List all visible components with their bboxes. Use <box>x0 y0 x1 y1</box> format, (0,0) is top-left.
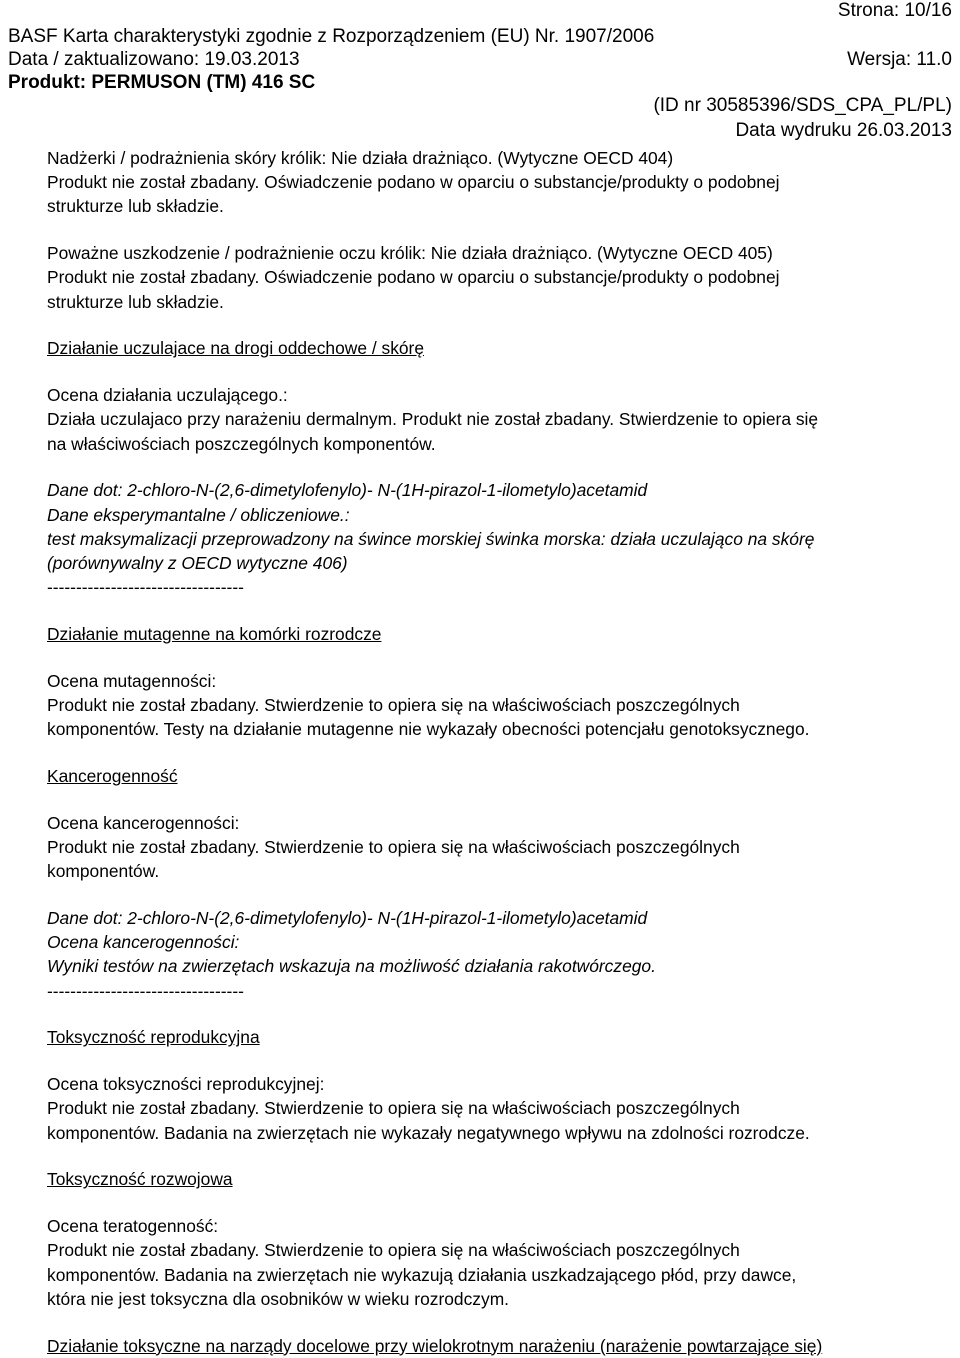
stot-repeated-heading: Działanie toksyczne na narządy docelowe przy wielokrotnym narażeniu (narażenie powtarzające się) <box>47 1335 823 1356</box>
separator-line: ---------------------------------- <box>47 980 244 1001</box>
developmental-toxicity-text-2: komponentów. Badania na zwierzętach nie wykazują działania uszkadzającego płód, przy dawce, <box>47 1264 797 1285</box>
sensitization-test-line-2: (porównywalny z OECD wytyczne 406) <box>47 553 348 574</box>
carcinogenicity-heading: Kancerogenność <box>47 766 178 787</box>
developmental-toxicity-heading: Toksyczność rozwojowa <box>47 1169 233 1190</box>
developmental-toxicity-label: Ocena teratogenność: <box>47 1216 219 1237</box>
doc-title: BASF Karta charakterystyki zgodnie z Rozporządzeniem (EU) Nr. 1907/2006 <box>8 26 655 47</box>
reproductive-toxicity-text-1: Produkt nie został zbadany. Stwierdzenie to opiera się na właściwościach poszczególnych <box>47 1098 740 1119</box>
carcinogenicity-label-2: Ocena kancerogenności: <box>47 932 240 953</box>
product-name: Produkt: PERMUSON (TM) 416 SC <box>8 72 316 93</box>
separator-line: ---------------------------------- <box>47 577 244 598</box>
reproductive-toxicity-text-2: komponentów. Badania na zwierzętach nie wykazały negatywnego wpływu na zdolności rozrodcze. <box>47 1122 810 1143</box>
page-number: Strona: 10/16 <box>837 0 952 21</box>
reproductive-toxicity-heading: Toksyczność reprodukcyjna <box>47 1027 260 1048</box>
updated-date: Data / zaktualizowano: 19.03.2013 <box>8 49 300 70</box>
print-date: Data wydruku 26.03.2013 <box>735 120 952 141</box>
sensitization-data-source: Dane dot: 2-chloro-N-(2,6-dimetylofenylo)- N-(1H-pirazol-1-ilometylo)acetamid <box>47 480 648 501</box>
sensitization-label: Ocena działania uczulającego.: <box>47 385 288 406</box>
sensitization-heading: Działanie uczulajace na drogi oddechowe / skórę <box>47 338 425 359</box>
developmental-toxicity-text-1: Produkt nie został zbadany. Stwierdzenie to opiera się na właściwościach poszczególnych <box>47 1240 740 1261</box>
skin-irritation-line-1: Nadżerki / podrażnienia skóry królik: Nie działa drażniąco. (Wytyczne OECD 404) <box>47 148 674 168</box>
document-body <box>47 146 952 1358</box>
skin-irritation-line-3: strukturze lub składzie. <box>47 196 224 217</box>
eye-damage-line-3: strukturze lub składzie. <box>47 291 224 312</box>
version: Wersja: 11.0 <box>847 49 952 70</box>
mutagenic-heading: Działanie mutagenne na komórki rozrodcze <box>47 624 382 645</box>
sensitization-text-2: na właściwościach poszczególnych komponentów. <box>47 433 436 454</box>
eye-damage-line-2: Produkt nie został zbadany. Oświadczenie podano w oparciu o substancje/produkty o podobnej <box>47 267 780 288</box>
sensitization-data-type: Dane eksperymantalne / obliczeniowe.: <box>47 504 350 525</box>
skin-irritation-line-2: Produkt nie został zbadany. Oświadczenie podano w oparciu o substancje/produkty o podobnej <box>47 172 780 193</box>
mutagenic-label: Ocena mutagenności: <box>47 670 217 691</box>
mutagenic-text-2: komponentów. Testy na działanie mutagenne nie wykazały obecności potencjału genotoksycznego. <box>47 719 810 740</box>
sensitization-text-1: Działa uczulajaco przy narażeniu dermalnym. Produkt nie został zbadany. Stwierdzenie to opiera się <box>47 409 819 430</box>
carcinogenicity-text-1: Produkt nie został zbadany. Stwierdzenie to opiera się na właściwościach poszczególnych <box>47 837 740 858</box>
eye-damage-line-1: Poważne uszkodzenie / podrażnienie oczu królik: Nie działa drażniąco. (Wytyczne OECD 405) <box>47 243 773 264</box>
carcinogenicity-text-2: komponentów. <box>47 861 160 882</box>
mutagenic-text-1: Produkt nie został zbadany. Stwierdzenie to opiera się na właściwościach poszczególnych <box>47 695 740 716</box>
developmental-toxicity-text-3: która nie jest toksyczna dla osobników w wieku rozrodczym. <box>47 1288 510 1309</box>
carcinogenicity-result: Wyniki testów na zwierzętach wskazuja na możliwość działania rakotwórczego. <box>47 956 656 977</box>
reproductive-toxicity-label: Ocena toksyczności reprodukcyjnej: <box>47 1074 325 1095</box>
carcinogenicity-data-source: Dane dot: 2-chloro-N-(2,6-dimetylofenylo)- N-(1H-pirazol-1-ilometylo)acetamid <box>47 908 648 929</box>
carcinogenicity-label: Ocena kancerogenności: <box>47 812 240 833</box>
id-number: (ID nr 30585396/SDS_CPA_PL/PL) <box>653 95 952 116</box>
sensitization-test-line-1: test maksymalizacji przeprowadzony na śwince morskiej świnka morska: działa uczulająco na skórę <box>47 528 815 549</box>
